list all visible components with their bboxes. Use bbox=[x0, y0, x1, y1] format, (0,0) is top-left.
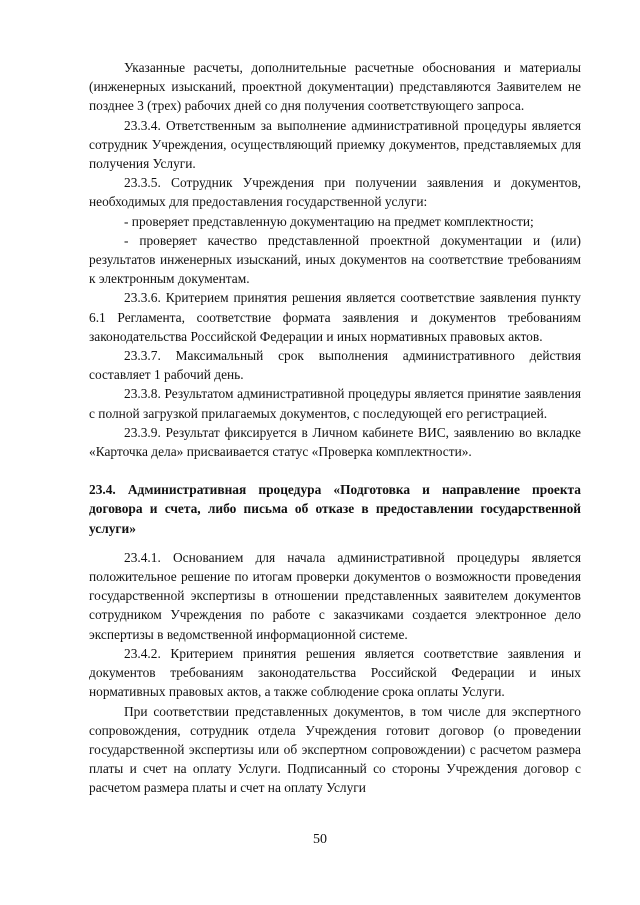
document-page bbox=[89, 58, 581, 798]
paragraph-calculations: Указанные расчеты, дополнительные расчетные обоснования и материалы (инженерных изысканий, проектной документации) представляются Заявителем не позднее 3 (трех) рабочих дней со дня получения соответствующего запроса. bbox=[89, 60, 581, 114]
paragraph-23-3-7: 23.3.7. Максимальный срок выполнения административного действия составляет 1 рабочий день. bbox=[89, 348, 581, 383]
paragraph-23-3-4: 23.3.4. Ответственным за выполнение административной процедуры является сотрудник Учреждения, осуществляющий приемку документов, представляемых для получения Услуги. bbox=[89, 117, 581, 172]
paragraph-23-4-1: 23.4.1. Основанием для начала административной процедуры является положительное решение по итогам проверки документов о возможности проведения государственной экспертизы в отношении представленных заявителем документов сотрудником Учреждения по работе с заказчиками создается электронное дело экспертизы в ведомственной информационной системе. bbox=[89, 549, 581, 642]
list-item-quality: - проверяет качество представленной проектной документации и (или) результатов инженерных изысканий, иных документов на соответствие требованиям к электронным документам. bbox=[89, 232, 581, 287]
paragraph-23-3-8: 23.3.8. Результатом административной процедуры является принятие заявления с полной загрузкой прилагаемых документов, с последующей его регистрацией. bbox=[89, 386, 581, 421]
page-number: 50 bbox=[313, 832, 327, 847]
paragraph-contract-preparation: При соответствии представленных документов, в том числе для экспертного сопровождения, сотрудник отдела Учреждения готовит договор (о проведении государственной экспертизы или об экспертном сопровождении) с расчетом размера платы и счет на оплату Услуги. Подписанный со стороны Учреждения договор с расчетом размера платы и счет на оплату Услуги bbox=[89, 703, 581, 796]
paragraph-23-3-6: 23.3.6. Критерием принятия решения является соответствие заявления пункту 6.1 Регламента, соответствие формата заявления и документов требованиям законодательства Российской Федерации и иных нормативных правовых актов. bbox=[89, 290, 581, 344]
list-item-completeness: - проверяет представленную документацию на предмет комплектности; bbox=[124, 213, 534, 229]
paragraph-23-3-9: 23.3.9. Результат фиксируется в Личном кабинете ВИС, заявлению во вкладке «Карточка дела» присваивается статус «Проверка комплектности». bbox=[89, 424, 581, 460]
paragraph-23-3-5: 23.3.5. Сотрудник Учреждения при получении заявления и документов, необходимых для предоставления государственной услуги: bbox=[89, 175, 581, 210]
paragraph-23-4-2: 23.4.2. Критерием принятия решения является соответствие заявления и документов требованиям законодательства Российской Федерации и иных нормативных правовых актов, а также соблюдение срока оплаты Услуги. bbox=[89, 645, 581, 700]
section-heading-23-4: 23.4. Административная процедура «Подготовка и направление проекта договора и счета, либо письма об отказе в предоставлении государственной услуги» bbox=[89, 482, 581, 536]
